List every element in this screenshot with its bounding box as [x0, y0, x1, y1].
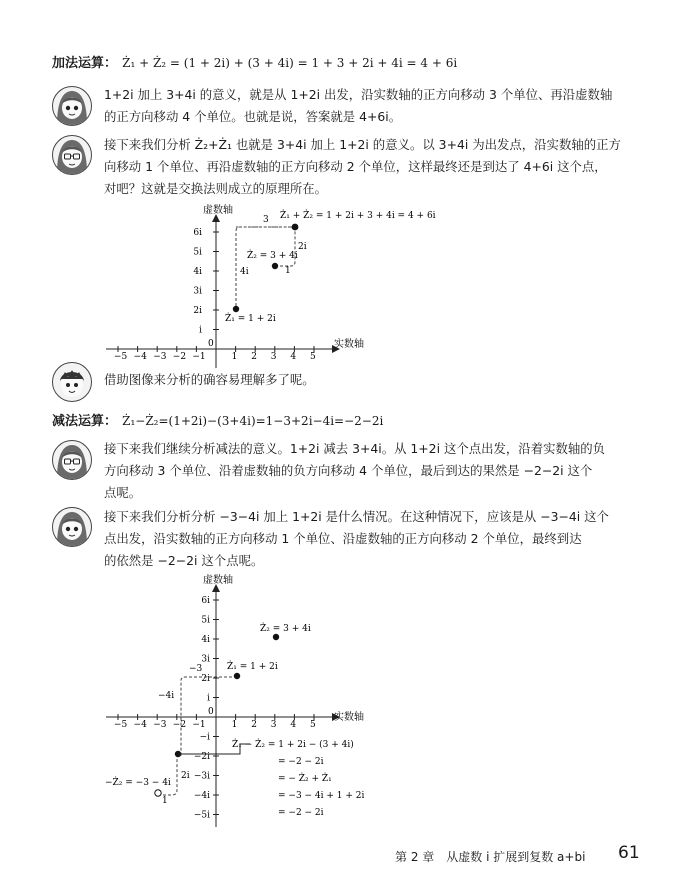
x-tick-label: 2 [251, 720, 257, 730]
segment-1-label: 1 [285, 266, 291, 276]
x-tick-label: 5 [310, 352, 316, 362]
subtraction-paragraph-1 [104, 438, 664, 504]
addition-paragraph-1 [104, 84, 644, 128]
text-line: 对吧？这就是交换法则成立的原理所在。 [104, 181, 328, 196]
y-tick-label: −5i [193, 810, 210, 821]
text-line: 接下来我们继续分析减法的意义。1+2i 减去 3+4i。从 1+2i 这个点出发，沿着实数轴的负 [104, 441, 606, 456]
subtraction-heading-row [52, 410, 383, 429]
point-z2 [272, 263, 278, 269]
addition-heading-row [52, 52, 457, 71]
chapter-footer: 第 2 章 从虚数 i 扩展到复数 a+bi [395, 850, 586, 864]
x-tick-label: 1 [231, 352, 238, 362]
addition-label: 加法运算： [52, 56, 118, 71]
boy-avatar-icon [52, 362, 92, 402]
page-number: 61 [618, 843, 640, 863]
text-line: 向移动 1 个单位、再沿虚数轴的正方向移动 2 个单位，这样最终还是到达了 4+6i 这个点， [104, 159, 607, 174]
x-tick-label: −2 [172, 720, 187, 730]
point-sum [292, 224, 299, 231]
girl-avatar-icon [52, 86, 92, 126]
text-line: 点出发，沿实数轴的正方向移动 1 个单位、沿虚数轴的正方向移动 2 个单位，最终到达 [104, 531, 582, 546]
x-tick-label: −1 [192, 720, 206, 730]
z2-label: Ż₂ = 3 + 4i [247, 251, 298, 261]
y-tick-label: 6i [201, 596, 210, 606]
x-tick-label: −3 [153, 720, 167, 730]
x-tick-label: 4 [290, 720, 297, 730]
x-tick-label: 1 [231, 720, 238, 730]
equation-line: = − Ż₂ + Ż₁ [278, 774, 332, 784]
segment-4i-label: 4i [240, 267, 249, 277]
text-line: 1+2i 加上 3+4i 的意义，就是从 1+2i 出发，沿实数轴的正方向移动 3 个单位、再沿虚数轴 [104, 87, 613, 102]
y-axis-label: 虚数轴 [203, 575, 233, 586]
x-tick-label: −5 [114, 720, 128, 730]
sum-label: Ż₁ + Ż₂ = 1 + 2i + 3 + 4i = 4 + 6i [280, 211, 436, 221]
y-tick-label: 4i [201, 635, 210, 645]
x-tick-label: 2 [251, 352, 257, 362]
x-tick-label: 5 [310, 720, 316, 730]
subtraction-paragraph-2 [104, 506, 664, 572]
equation-line: = −2 − 2i [278, 808, 324, 818]
y-tick-label: −4i [193, 791, 210, 801]
y-tick-label: 3i [201, 654, 210, 665]
y-tick-label: i [199, 325, 202, 336]
subtraction-formula: Ż₁−Ż₂=(1+2i)−(3+4i)=1−3+2i−4i=−2−2i [122, 414, 384, 428]
equation-line: Ż₁ − Ż₂ = 1 + 2i − (3 + 4i) [232, 740, 354, 750]
y-tick-label: −i [199, 732, 210, 743]
point-z1 [234, 673, 240, 679]
addition-paragraph-2 [104, 134, 664, 200]
y-tick-label: 4i [193, 267, 202, 277]
y-tick-label: 5i [201, 615, 210, 626]
subtraction-label: 减法运算： [52, 414, 118, 429]
text-line: 方向移动 3 个单位、沿着虚数轴的负方向移动 4 个单位，最后到达的果然是 −2−2i 这个 [104, 463, 593, 478]
text-line: 的依然是 −2−2i 这个点呢。 [104, 553, 264, 568]
point-z1 [233, 306, 239, 312]
text-line: 点呢。 [104, 485, 142, 500]
text-line: 的正方向移动 4 个单位。也就是说，答案就是 4+6i。 [104, 109, 402, 124]
z1-label: Ż₁ = 1 + 2i [225, 314, 276, 324]
x-tick-label: 0 [208, 707, 214, 717]
equation-line: = −2 − 2i [278, 757, 324, 767]
x-tick-label: 3 [270, 352, 277, 362]
neg-z2-label: −Ż₂ = −3 − 4i [105, 778, 171, 788]
segment-neg4i-label: −4i [158, 691, 175, 701]
z2-label: Ż₂ = 3 + 4i [260, 624, 311, 634]
x-axis-label: 实数轴 [334, 712, 364, 723]
addition-formula: Ż₁ + Ż₂ = (1 + 2i) + (3 + 4i) = 1 + 3 + 2i + 4i = 4 + 6i [122, 56, 458, 70]
y-tick-label: 3i [193, 286, 202, 297]
x-tick-label: −2 [172, 352, 187, 362]
segment-neg3-label: −3 [189, 664, 203, 674]
equation-line: = −3 − 4i + 1 + 2i [278, 791, 365, 801]
x-tick-label: −1 [192, 352, 206, 362]
point-z2 [273, 634, 279, 640]
x-tick-label: −5 [114, 352, 128, 362]
x-tick-label: −3 [153, 352, 167, 362]
girl-avatar-icon [52, 507, 92, 547]
addition-complex-plane-chart [100, 200, 460, 374]
x-axis-label: 实数轴 [334, 339, 364, 350]
girl-glasses-avatar-icon [52, 440, 92, 480]
x-tick-label: 0 [208, 339, 214, 349]
point-neg-z2 [155, 790, 161, 796]
y-axis-label: 虚数轴 [203, 205, 233, 216]
segment-3-label: 3 [263, 215, 269, 225]
x-tick-label: −4 [133, 720, 147, 730]
y-tick-label: i [207, 693, 210, 704]
segment-2i-label: 2i [181, 771, 190, 781]
x-tick-label: 4 [290, 352, 297, 362]
y-tick-label: −3i [193, 771, 210, 782]
girl-glasses-avatar-icon [52, 135, 92, 175]
addition-paragraph-3: 借助图像来分析的确容易理解多了呢。 [104, 372, 315, 387]
x-tick-label: −4 [133, 352, 147, 362]
segment-2i-label: 2i [298, 242, 307, 252]
text-line: 接下来我们分析 Ż₂+Ż₁ 也就是 3+4i 加上 1+2i 的意义。以 3+4i 为出发点，沿实数轴的正方 [104, 137, 621, 152]
text-line: 接下来我们分析分析 −3−4i 加上 1+2i 是什么情况。在这种情况下，应该是从 −3−4i 这个 [104, 509, 609, 524]
segment-1-label: 1 [162, 796, 168, 806]
y-tick-label: 2i [201, 674, 210, 684]
y-tick-label: 5i [193, 247, 202, 258]
subtraction-complex-plane-chart [100, 572, 430, 834]
z1-label: Ż₁ = 1 + 2i [227, 662, 278, 672]
x-tick-label: 3 [270, 720, 277, 730]
y-tick-label: −2i [193, 752, 210, 762]
y-tick-label: 6i [193, 228, 202, 238]
y-tick-label: 2i [193, 306, 202, 316]
